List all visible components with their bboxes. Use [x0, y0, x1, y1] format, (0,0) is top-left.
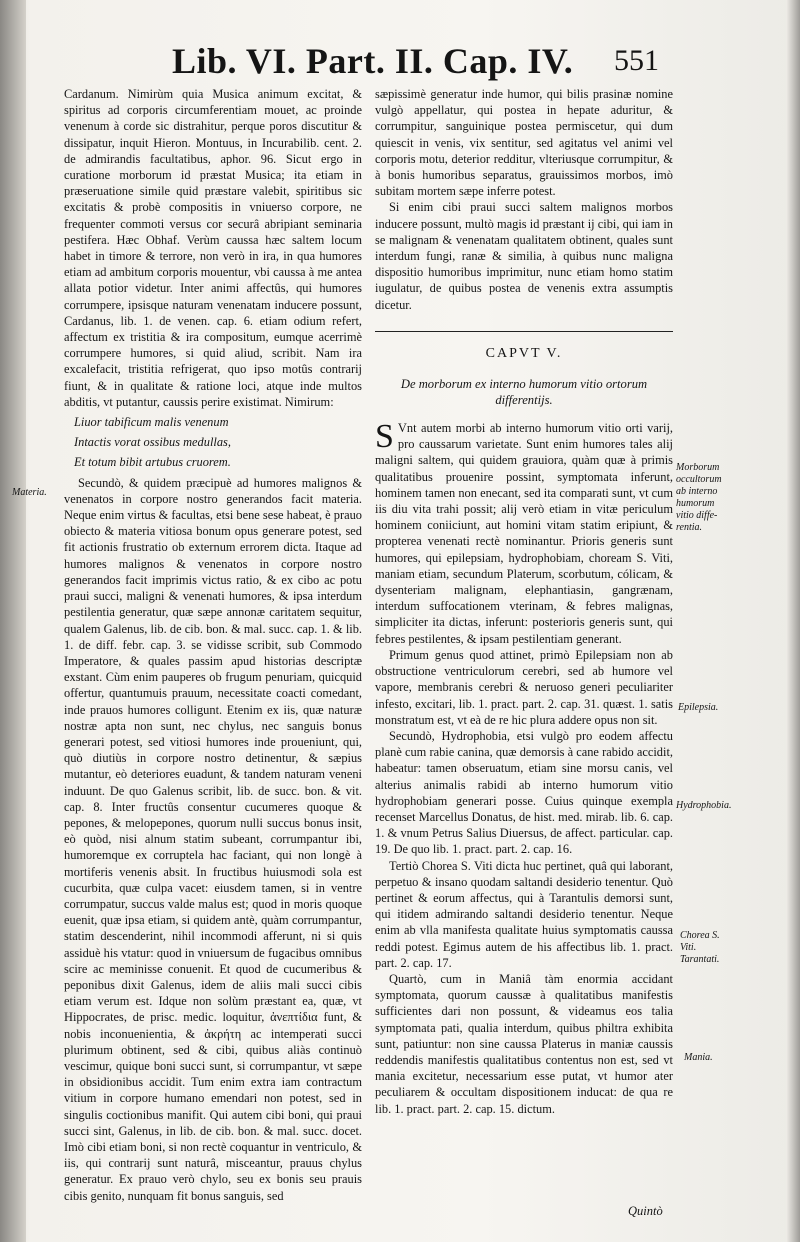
- verse-line-3: Et totum bibit artubus cruorem.: [74, 455, 231, 470]
- verse-line-2: Intactis vorat ossibus medullas,: [74, 435, 231, 450]
- margin-note-line: vitio diffe-: [676, 510, 718, 521]
- margin-note-morborum: [676, 462, 722, 534]
- drop-cap: S: [375, 418, 394, 456]
- page-number: 551: [614, 44, 659, 77]
- margin-note-mania: Mania.: [684, 1052, 713, 1063]
- right-paragraph-1: sæpissimè generatur inde humor, qui bilis prasinæ nomine vulgò appellatur, qui postea in hepate aduritur, & corrumpitur, sanguinique postea permiscetur, qui dum quiescit in venis, vix sentitur, sed agitatus vel animi vel corporis motu, deterior redditur, vlteriusque corrumpitur, & à bonis humoribus separatus, grauissimos morbos, imò subitam mortem sæpe inferre potest.: [375, 87, 673, 199]
- right-paragraph-4: Primum genus quod attinet, primò Epilepsiam non ab obstructione ventriculorum cerebri, sed ab humore vel vapore, membranis cerebri & neruoso generi peculiariter infesto, excitari, lib. 1. pract. part. 2. cap. 31. quæst. 1. satis monstratum est, vt eà de re hic plura addere opus non sit.: [375, 647, 673, 727]
- margin-note-line: Tarantati.: [680, 954, 720, 965]
- left-paragraph-1: Cardanum. Nimirùm quia Musica animum excitat, & spiritus ad corporis circumferentiam mouet, ac proinde venenum à corde sic distrahitur, perque poros discutitur & dissipatur, inquit Hieron. Montuus, in Incurabilib. cent. 2. de admirandis facultatibus, aphor. 96. Sicut ergo in curatione morborum id præstat Musica; ita etiam in præseruatione simile quid præstare valebit, spiritibus sic excitatis & probè compositis in vniuerso corpore, ne frequenter commoti versus cor securâ abripiant seminaria pestifera. Hæc Obhaf. Verùm caussa hæc saltem locum habet in timore & terrore, non verò in ira, in qua humores etiam ad ambitum corporis mouentur, vbi caussa à me antea allata potior videtur. Inter animi affectûs, qui humores corrumpere, ipsisque naturam venenatam inducere possunt, Cardanus, lib. 1. de venen. cap. 6. etiam odium refert, affectum ex tristitia & ira compositum, eumque acerrimè corrumpere humores, si quid aliud, scribit. Nam ira excalefacit, tristitia refrigerat, quo ipso motûs contrarij fiunt, & in qualitate & ratione loci, atque inde multos abditis, vt putantur, caussis perire existimat. Nimirum:: [64, 87, 362, 409]
- left-paragraph-2: Secundò, & quidem præcipuè ad humores malignos & venenatos in corpore nostro generandos facit materia. Neque enim virtus & facultas, etsi bene sese habeat, è prauo obiecto & materia vitiosa bonum opus generare potest, sed fit actionis frustratio ob externum errorem dicta. Itaque ad humores malignos & venenatos in corpore nostro generandos facit imprimis victus ratio, & ex cibo ac potu praui succi, maligni & venenati humores, & ipsa interdum pestilentia generatur, quæ sæpe annonæ caritatem sequitur, qualem Galenus, lib. de cib. bon. & mal. succ. cap. 1. & lib. 1. de diff. febr. cap. 3. se vidisse scribit, sub Commodo Imperatore, & quales passim apud historias descriptæ exstant. Cùm enim pauperes ob frugum penuriam, quicquid offertur, quantumuis prauum, necessitate coacti comedant, inde prauos humores colligunt. Etenim ex iis, quæ naturæ nostræ apta non sunt, nec chylus, nec sanguis bonus generari potest, sed vitiosi humores inde proueniunt, qui, quò diutiùs in corpore nostro detinentur, & sæpius mutantur, eò deteriores euadunt, & tandem naturam veneni induunt. De quo Galenus scribit, lib. de succ. bon. & vit. cap. 8. Inter fructûs consentur cucumeres quoque & pepones, & melopepones, quorum nulli succus bonus insit, eò quòd, nisi alnum statim subeant, corrumpantur ibi, humoremque ex corruptela hac faciant, qui non longè à mortiferis venenis absit. In fructibus huiusmodi sola est cucurbita, quæ culpa vacet: eiusdem tamen, si in ventre corrumpatur, succus valde malus est; quod in moris quoque euenit, quæ ipsa etiam, si quidem antè, quàm corrumpantur, statim descenderint, nihil incommodi afferunt, ni si quis assiduè his vtatur: quod in vniuersum de fugacibus omnibus scire ac meminisse conuenit. Et quod de cucumeribus & peponibus dixit Galenus, idem de aliis mali succi cibis etiam verum est. Idque non solùm præstant ea, quæ, vt Hippocrates, de prisc. medic. loquitur, ἀνεπτίδια funt, & nobis inconuenientia, & ἀκρήτη ac intemperati succi plurimum obtinent, sed & cibi, quibus aliàs continuò vescimur, quique boni succi sunt, si corrumpantur, vt sæpe in obsidionibus accidit. Tum enim extra iam contractum vitium in corpore humano emendari non potest, sed in singulis coctionibus manifit. Qui autem cibi boni, qui praui succi sint, Galenus, in lib. de cib. bon. & mal. succ. docet. Imò cibi etiam boni, si non rectè coquantur in ventriculo, & iis, qui contrarij sunt naturâ, misceantur, prauus chylus generatur. Ex prauo verò chylo, seu ex bonis seu prauis cibis genito, nunquam fit bonus sanguis, sed: [64, 475, 362, 1203]
- margin-note-chorea: [680, 930, 720, 966]
- margin-note-epilepsia: Epilepsia.: [678, 702, 719, 713]
- right-paragraph-5: Secundò, Hydrophobia, etsi vulgò pro eodem affectu planè cum rabie canina, quæ demorsis à cane rabido accidit, habeatur: tamen obseruatum, etiam sine morsu canis, vel alterius animalis rabidi ab interno humorum vitio hydrophobiam generari posse. Cuius quinque exempla recenset Marcellus Donatus, de hist. med. mirab. lib. 6. cap. 1. & vnum Petrus Salius Diuersus, de affect. particular. cap. 19. De quo lib. 1. pract. part. 2. cap. 16.: [375, 728, 673, 857]
- section-divider: [375, 331, 673, 332]
- right-paragraph-3: [375, 420, 673, 647]
- running-head: Lib. VI. Part. II. Cap. IV.: [172, 41, 574, 81]
- chapter-subtitle: De morborum ex interno humorum vitio ortorum differentijs.: [400, 377, 648, 408]
- left-column: [64, 86, 362, 1204]
- page-header: [160, 40, 680, 90]
- chapter-title: CAPVT V.: [485, 345, 563, 361]
- right-paragraph-6: Tertiò Chorea S. Viti dicta huc pertinet, quâ qui laborant, perpetuo & insano quodam saltandi desiderio tenentur. Quò pertinet & eorum affectus, qui à Tarantulis demorsi sunt, qui itidem admirando saltandi desiderio tenentur. Neque enim ab vlla manifesta qualitate huius symptomatis caussa reddi potest. Egimus autem de his affectibus lib. 1. pract. part. 2. cap. 17.: [375, 858, 673, 970]
- margin-note-line: humorum: [676, 498, 715, 509]
- page-edge: [786, 0, 800, 1242]
- margin-note-line: ab interno: [676, 486, 718, 497]
- margin-note-line: Chorea S.: [680, 930, 720, 941]
- margin-note-hydrophobia: Hydrophobia.: [676, 800, 732, 811]
- right-column: [375, 86, 673, 1117]
- margin-note-materia: Materia.: [12, 487, 47, 498]
- right-paragraph-3-text: Vnt autem morbi ab interno humorum vitio orti varij, pro caussarum varietate. Sunt enim humores tales alij maligni saltem, qui quidem grauiora, quàm quæ à primis qualitatibus prouenire possint, symptomata inferunt, hominem tamen non enecant, sed ita comparati sunt, vt cum iis diu vita trahi possit; alij verò etiam in vitæ periculum hominem coniiciunt, aut homini vitam statim eripiunt, & propterea venenati rectè nominantur. Prioris generis sunt humores, qui epilepsiam, hydrophobiam, choream S. Viti, maniam etiam, secundum Platerum, scorbutum, cólicam, & dysenteriam malignam, elephantiasin, gangrænam, interdum suffocationem vterinam, & febres malignas, simpliciter ita dictas, inferunt: posterioris generis sunt, qui febres pestilentes, & ipsam pestilentiam generant.: [375, 421, 673, 646]
- catchword: Quintò: [628, 1204, 663, 1218]
- margin-note-line: Morborum: [676, 462, 720, 473]
- margin-note-line: occultorum: [676, 474, 722, 485]
- verse-line-1: Liuor tabificum malis venenum: [74, 415, 229, 430]
- margin-note-line: Viti.: [680, 942, 697, 953]
- right-paragraph-2: Si enim cibi praui succi saltem malignos morbos inducere possunt, multò magis id præstant ij cibi, qui iam in se malignam & venenatam qualitatem obtinent, quales sunt interdum fungi, ranæ & similia, à quibus nunc maligna dispositio humoribus imprimitur, nunc etiam homo statim iugulatur, de quibus postea de venenis extra assumptis dicetur.: [375, 200, 673, 312]
- binding-shadow: [0, 0, 26, 1242]
- margin-note-line: rentia.: [676, 522, 703, 533]
- right-paragraph-7: Quartò, cum in Maniâ tàm enormia accidant symptomata, quorum caussæ à qualitatibus manifestis sufficientes dari non possunt, & videamus eos talia symptomata pati, qualia interdum, quibus philtra exhibita sunt, patiuntur: non sine caussa Platerus in maniæ caussis reddendis manifestis qualitatibus contentus non est, sed vt mania excitetur, necessarium esse putat, vt humor ater peculiarem & occultam dispositionem inducat: de qua re lib. 1. pract. part. 2. cap. 15. dictum.: [375, 971, 673, 1116]
